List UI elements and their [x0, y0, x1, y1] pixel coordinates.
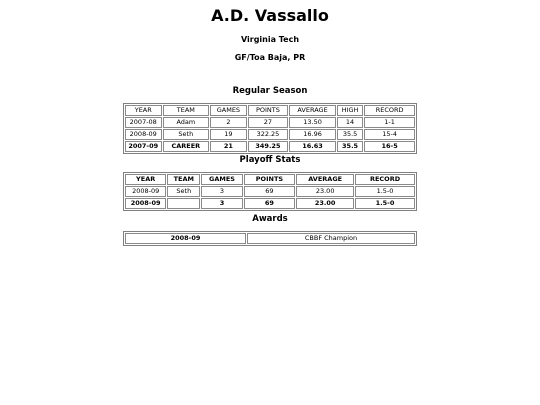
col-record: RECORD — [355, 174, 415, 185]
playoff-stats-header-row — [125, 174, 415, 185]
cell-average: 16.63 — [289, 141, 336, 152]
cell-average: 23.00 — [296, 186, 354, 197]
playoff-stats-table — [123, 172, 417, 211]
cell-team: Seth — [163, 129, 210, 140]
cell-high: 35.5 — [337, 129, 363, 140]
cell-average: 13.50 — [289, 117, 336, 128]
playoff-stats-heading: Playoff Stats — [239, 155, 301, 165]
cell-points: 69 — [244, 198, 296, 209]
col-points: POINTS — [244, 174, 296, 185]
award-year: 2008-09 — [125, 233, 246, 244]
cell-record: 1-1 — [364, 117, 415, 128]
playoff-total-row — [125, 198, 415, 209]
cell-year: 2008-09 — [125, 186, 166, 197]
player-school: Virginia Tech — [240, 35, 300, 44]
table-row — [125, 117, 415, 128]
col-record: RECORD — [364, 105, 415, 116]
cell-high: 14 — [337, 117, 363, 128]
awards-table — [123, 231, 417, 246]
regular-season-header-row — [125, 105, 415, 116]
award-name: CBBF Champion — [247, 233, 415, 244]
col-points: POINTS — [248, 105, 289, 116]
cell-record: 16-5 — [364, 141, 415, 152]
cell-record: 15-4 — [364, 129, 415, 140]
cell-year: 2007-09 — [125, 141, 162, 152]
cell-year: 2007-08 — [125, 117, 162, 128]
career-total-row — [125, 141, 415, 152]
cell-year: 2008-09 — [125, 129, 162, 140]
table-row — [125, 186, 415, 197]
cell-points: 69 — [244, 186, 296, 197]
cell-games: 3 — [201, 198, 242, 209]
cell-games: 21 — [210, 141, 247, 152]
cell-year: 2008-09 — [125, 198, 166, 209]
cell-games: 19 — [210, 129, 247, 140]
cell-games: 3 — [201, 186, 242, 197]
cell-team: Adam — [163, 117, 210, 128]
col-games: GAMES — [210, 105, 247, 116]
player-name: A.D. Vassallo — [211, 6, 329, 25]
regular-season-heading: Regular Season — [232, 86, 308, 96]
cell-points: 322.25 — [248, 129, 289, 140]
col-games: GAMES — [201, 174, 242, 185]
cell-average: 23.00 — [296, 198, 354, 209]
cell-points: 27 — [248, 117, 289, 128]
cell-team — [167, 198, 200, 209]
player-position-hometown: GF/Toa Baja, PR — [234, 53, 306, 62]
col-team: TEAM — [163, 105, 210, 116]
cell-team: Seth — [167, 186, 200, 197]
col-average: AVERAGE — [296, 174, 354, 185]
col-team: TEAM — [167, 174, 200, 185]
col-year: YEAR — [125, 105, 162, 116]
cell-games: 2 — [210, 117, 247, 128]
cell-average: 16.96 — [289, 129, 336, 140]
cell-team: CAREER — [163, 141, 210, 152]
awards-heading: Awards — [252, 214, 288, 224]
col-year: YEAR — [125, 174, 166, 185]
cell-record: 1.5-0 — [355, 198, 415, 209]
col-high: HIGH — [337, 105, 363, 116]
table-row — [125, 233, 415, 244]
col-average: AVERAGE — [289, 105, 336, 116]
cell-points: 349.25 — [248, 141, 289, 152]
cell-high: 35.5 — [337, 141, 363, 152]
table-row — [125, 129, 415, 140]
regular-season-table — [123, 103, 417, 154]
cell-record: 1.5-0 — [355, 186, 415, 197]
